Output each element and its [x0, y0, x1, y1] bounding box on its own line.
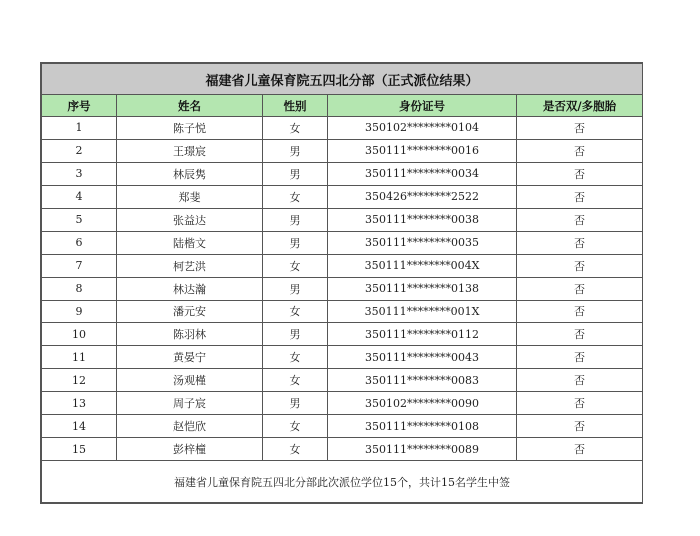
cell-name: 周子宸 [117, 392, 263, 415]
cell-number: 12 [42, 369, 117, 392]
table-row [42, 346, 643, 369]
cell-name: 黄晏宁 [117, 346, 263, 369]
cell-twin: 否 [517, 162, 643, 185]
table-row [42, 277, 643, 300]
col-header-twin: 是否双/多胞胎 [517, 95, 643, 117]
cell-gender: 男 [263, 139, 328, 162]
cell-gender: 女 [263, 185, 328, 208]
cell-name: 柯艺洪 [117, 254, 263, 277]
cell-gender: 男 [263, 277, 328, 300]
table-row [42, 231, 643, 254]
cell-gender: 男 [263, 231, 328, 254]
cell-name: 郑斐 [117, 185, 263, 208]
cell-gender: 女 [263, 254, 328, 277]
cell-twin: 否 [517, 392, 643, 415]
col-header-id: 身份证号 [328, 95, 517, 117]
table-row [42, 300, 643, 323]
cell-name: 林达瀚 [117, 277, 263, 300]
cell-number: 3 [42, 162, 117, 185]
title-row [42, 64, 643, 95]
cell-number: 15 [42, 438, 117, 461]
table-row [42, 208, 643, 231]
cell-number: 11 [42, 346, 117, 369]
cell-id-number: 350111********0043 [328, 346, 517, 369]
cell-twin: 否 [517, 346, 643, 369]
cell-name: 汤观槿 [117, 369, 263, 392]
cell-id-number: 350426********2522 [328, 185, 517, 208]
cell-id-number: 350111********0034 [328, 162, 517, 185]
table-row [42, 369, 643, 392]
cell-twin: 否 [517, 208, 643, 231]
table-row [42, 438, 643, 461]
cell-gender: 女 [263, 346, 328, 369]
cell-gender: 男 [263, 392, 328, 415]
cell-number: 5 [42, 208, 117, 231]
table-row [42, 139, 643, 162]
cell-twin: 否 [517, 231, 643, 254]
cell-gender: 女 [263, 300, 328, 323]
cell-gender: 女 [263, 369, 328, 392]
cell-name: 陈羽林 [117, 323, 263, 346]
cell-name: 陆楷文 [117, 231, 263, 254]
table-row [42, 392, 643, 415]
table-row [42, 415, 643, 438]
cell-name: 彭梓橦 [117, 438, 263, 461]
cell-twin: 否 [517, 185, 643, 208]
table-row [42, 117, 643, 140]
cell-gender: 男 [263, 208, 328, 231]
cell-id-number: 350111********0089 [328, 438, 517, 461]
result-sheet [40, 62, 643, 504]
cell-id-number: 350102********0090 [328, 392, 517, 415]
cell-number: 10 [42, 323, 117, 346]
cell-name: 王璟宸 [117, 139, 263, 162]
cell-id-number: 350111********001X [328, 300, 517, 323]
footer-row [42, 461, 643, 503]
cell-id-number: 350111********0035 [328, 231, 517, 254]
cell-name: 林辰隽 [117, 162, 263, 185]
cell-number: 7 [42, 254, 117, 277]
cell-twin: 否 [517, 323, 643, 346]
table-row [42, 323, 643, 346]
cell-number: 4 [42, 185, 117, 208]
cell-twin: 否 [517, 369, 643, 392]
header-row [42, 95, 643, 117]
cell-id-number: 350111********0083 [328, 369, 517, 392]
cell-number: 9 [42, 300, 117, 323]
cell-id-number: 350102********0104 [328, 117, 517, 140]
cell-id-number: 350111********004X [328, 254, 517, 277]
cell-twin: 否 [517, 438, 643, 461]
cell-number: 8 [42, 277, 117, 300]
cell-twin: 否 [517, 254, 643, 277]
cell-name: 赵恺欣 [117, 415, 263, 438]
col-header-gender: 性别 [263, 95, 328, 117]
cell-twin: 否 [517, 139, 643, 162]
cell-gender: 男 [263, 162, 328, 185]
cell-number: 1 [42, 117, 117, 140]
results-table [41, 63, 643, 503]
cell-number: 13 [42, 392, 117, 415]
cell-twin: 否 [517, 277, 643, 300]
cell-id-number: 350111********0016 [328, 139, 517, 162]
cell-id-number: 350111********0138 [328, 277, 517, 300]
cell-number: 14 [42, 415, 117, 438]
footer-note: 福建省儿童保育院五四北分部此次派位学位15个，共计15名学生中签 [42, 461, 643, 503]
cell-gender: 女 [263, 438, 328, 461]
cell-name: 陈子悦 [117, 117, 263, 140]
cell-number: 2 [42, 139, 117, 162]
cell-twin: 否 [517, 415, 643, 438]
col-header-number: 序号 [42, 95, 117, 117]
table-row [42, 162, 643, 185]
cell-gender: 男 [263, 323, 328, 346]
cell-twin: 否 [517, 117, 643, 140]
cell-number: 6 [42, 231, 117, 254]
table-row [42, 185, 643, 208]
cell-gender: 女 [263, 117, 328, 140]
cell-id-number: 350111********0108 [328, 415, 517, 438]
cell-name: 潘元安 [117, 300, 263, 323]
cell-name: 张益达 [117, 208, 263, 231]
cell-twin: 否 [517, 300, 643, 323]
cell-id-number: 350111********0112 [328, 323, 517, 346]
cell-gender: 女 [263, 415, 328, 438]
page-title: 福建省儿童保育院五四北分部（正式派位结果） [42, 64, 643, 95]
table-row [42, 254, 643, 277]
col-header-name: 姓名 [117, 95, 263, 117]
cell-id-number: 350111********0038 [328, 208, 517, 231]
